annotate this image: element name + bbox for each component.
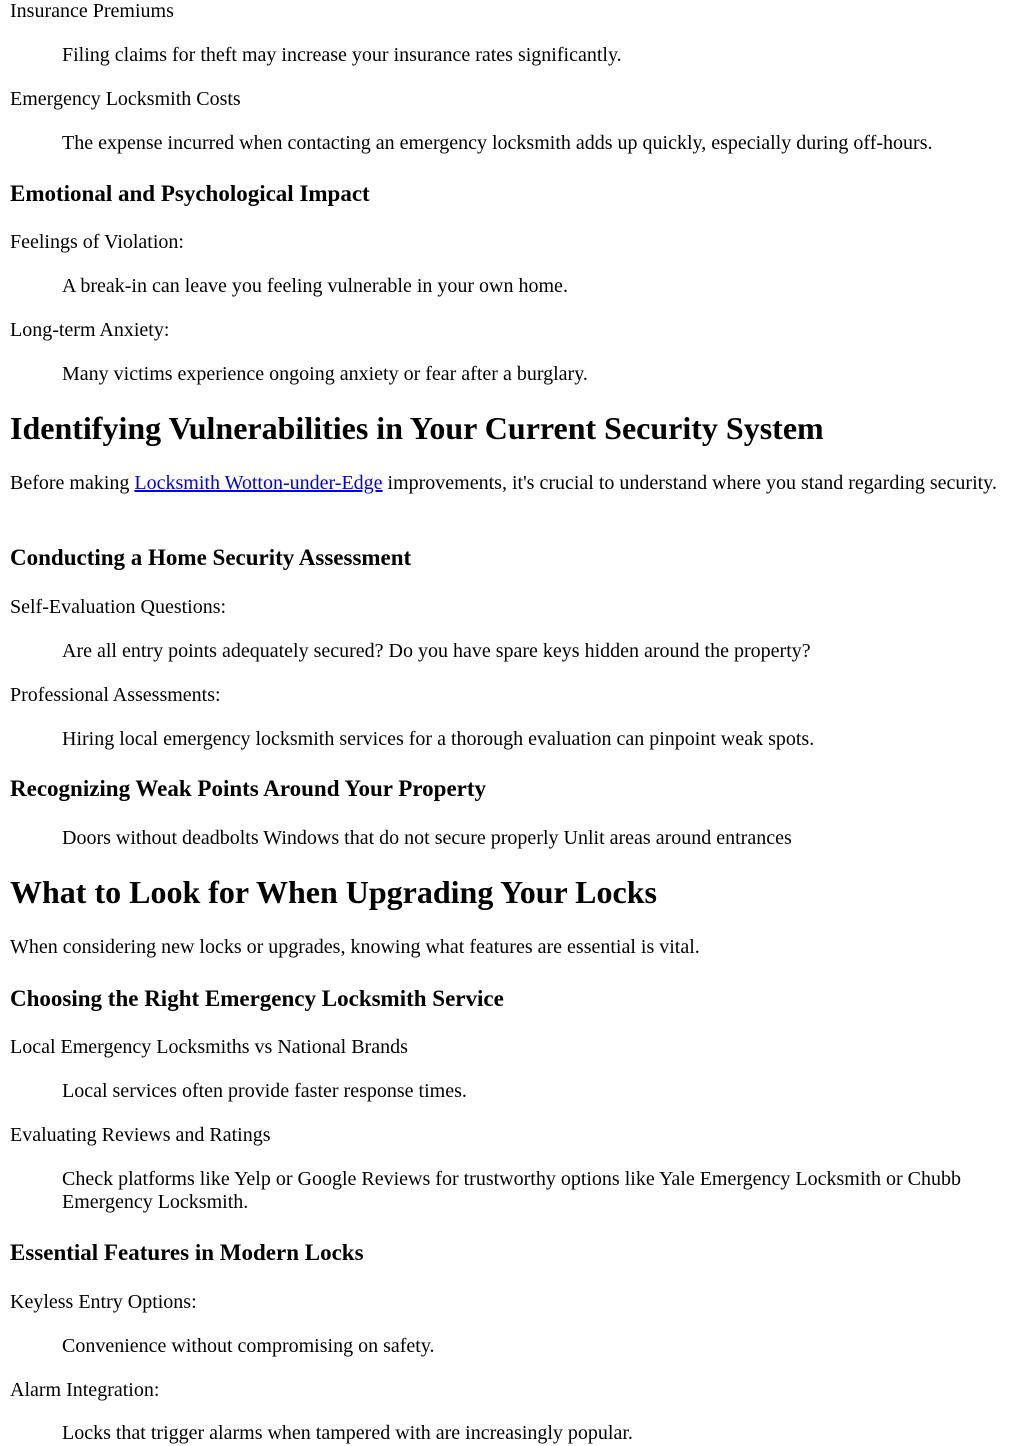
term-feelings-of-violation: Feelings of Violation: — [10, 231, 184, 253]
definition-keyless-entry: Convenience without compromising on safety. — [62, 1335, 435, 1357]
term-long-term-anxiety: Long-term Anxiety: — [10, 319, 170, 341]
heading-choosing-locksmith-service: Choosing the Right Emergency Locksmith Service — [10, 986, 504, 1011]
definition-professional-assessments: Hiring local emergency locksmith services for a thorough evaluation can pinpoint weak spots. — [62, 728, 815, 750]
definition-local-vs-national: Local services often provide faster response times. — [62, 1080, 467, 1102]
paragraph-upgrading-intro: When considering new locks or upgrades, knowing what features are essential is vital. — [10, 936, 700, 958]
definition-alarm-integration: Locks that trigger alarms when tampered with are increasingly popular. — [62, 1422, 633, 1444]
definition-evaluating-reviews: Check platforms like Yelp or Google Reviews for trustworthy options like Yale Emergency Locksmith or Chubb Emergency Locksmith. — [62, 1168, 961, 1213]
definition-feelings-of-violation: A break-in can leave you feeling vulnerable in your own home. — [62, 275, 568, 297]
weak-points-list: Doors without deadbolts Windows that do not secure properly Unlit areas around entrances — [62, 827, 792, 849]
definition-insurance-premiums: Filing claims for theft may increase your insurance rates significantly. — [62, 44, 622, 66]
term-self-evaluation: Self-Evaluation Questions: — [10, 596, 227, 618]
heading-emotional-impact: Emotional and Psychological Impact — [10, 181, 370, 206]
paragraph-vulnerabilities-intro — [10, 472, 1000, 495]
term-keyless-entry: Keyless Entry Options: — [10, 1291, 197, 1313]
heading-weak-points: Recognizing Weak Points Around Your Property — [10, 776, 487, 801]
definition-long-term-anxiety: Many victims experience ongoing anxiety or fear after a burglary. — [62, 363, 588, 385]
term-evaluating-reviews: Evaluating Reviews and Ratings — [10, 1124, 271, 1146]
term-insurance-premiums: Insurance Premiums — [10, 0, 174, 22]
term-professional-assessments: Professional Assessments: — [10, 684, 221, 706]
term-alarm-integration: Alarm Integration: — [10, 1379, 160, 1401]
heading-home-security-assessment: Conducting a Home Security Assessment — [10, 545, 412, 570]
heading-essential-features: Essential Features in Modern Locks — [10, 1240, 364, 1265]
definition-emergency-locksmith-costs: The expense incurred when contacting an emergency locksmith adds up quickly, especially during off-hours. — [62, 132, 933, 154]
term-emergency-locksmith-costs: Emergency Locksmith Costs — [10, 88, 241, 110]
heading-upgrading-locks: What to Look for When Upgrading Your Locks — [10, 874, 657, 910]
intro-text-after: improvements, it's crucial to understand where you stand regarding security. — [382, 472, 997, 494]
definition-self-evaluation: Are all entry points adequately secured? Do you have spare keys hidden around the property? — [62, 640, 811, 662]
heading-identifying-vulnerabilities: Identifying Vulnerabilities in Your Current Security System — [10, 410, 824, 446]
link-locksmith-wotton-under-edge[interactable]: Locksmith Wotton-under-Edge — [134, 472, 383, 494]
intro-text-before: Before making — [10, 472, 135, 494]
term-local-vs-national: Local Emergency Locksmiths vs National Brands — [10, 1036, 408, 1058]
